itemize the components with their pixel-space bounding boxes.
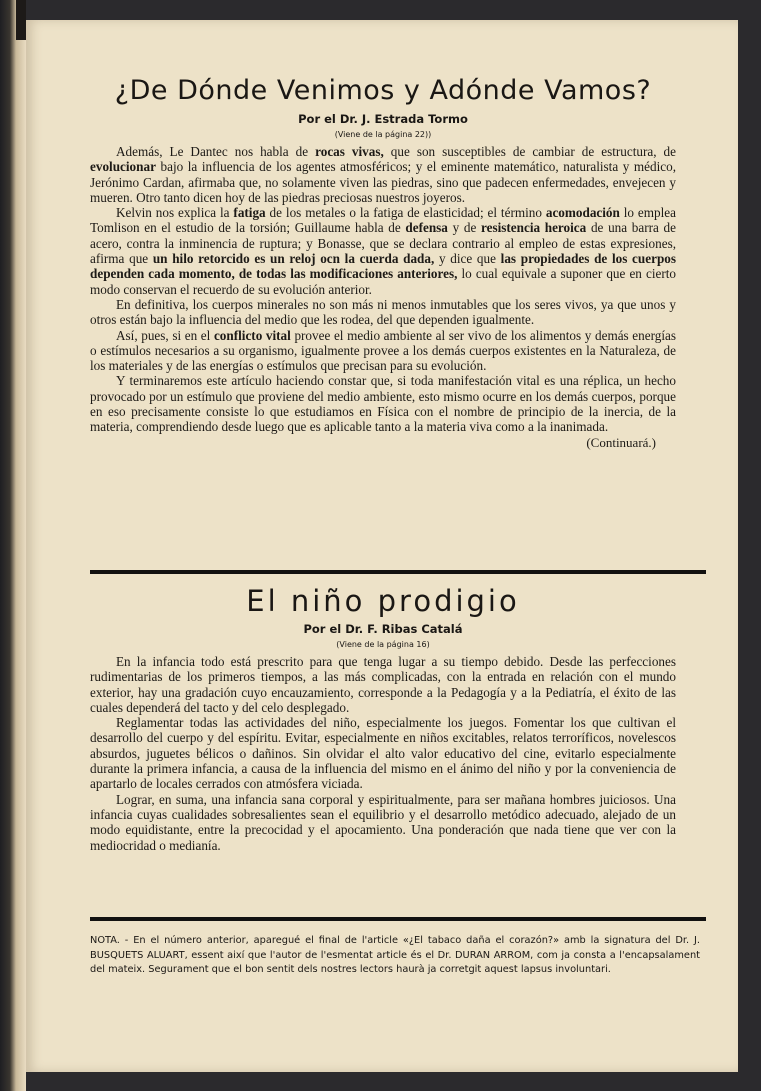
- text-run: Y terminaremos este artículo haciendo constar que, si toda manifestación vital es una réplica, un hecho provocado por un estímulo que proviene del medio ambiente, esto mismo ocurre en los demás cuerpos, porque en eso precisamente consiste lo que estudiamos en Física con el nombre de principio de la inercia, de la materia, comprendiendo desde luego que es aplicable tanto a la materia viva como a la inanimada.: [90, 373, 676, 435]
- text-run: Reglamentar todas las actividades del niño, especialmente los juegos. Fomentar los que cultivan el desarrollo del cuerpo y del espíritu. Evitar, especialmente en niños excitables, relatos terroríficos, novelescos absurdos, juguetes bélicos o dañinos. Sin olvidar el alto valor educativo del cine, evitarlo especialmente durante la primera infancia, a causa de la influencia del mismo en el ánimo del niño y por la conveniencia de apartarlo de locales cerrados con atmósfera viciada.: [90, 715, 676, 792]
- bold-phrase: evolucionar: [90, 159, 156, 175]
- bold-phrase: acomodación: [545, 205, 620, 221]
- article-1: [90, 72, 676, 451]
- text-run: provee el medio ambiente al ser vivo de los alimentos y demás energías o estímulos necesarios a su organismo, igualmente provee a los demás cuerpos existentes en la Naturaleza, de los materiales y de las energías o estímulos que precisan para su evolución.: [90, 327, 677, 374]
- article-2-title: El niño prodigio: [246, 584, 520, 618]
- paragraph: [90, 792, 676, 853]
- text-run: En definitiva, los cuerpos minerales no son más ni menos inmutables que los seres vivos, ya que unos y otros están bajo la influencia del medio que les rodea, del que dependen igualmente.: [90, 296, 676, 328]
- text-run: que son susceptibles de cambiar de estructura, de: [383, 144, 676, 159]
- bold-phrase: conflicto vital: [213, 327, 291, 343]
- bold-phrase: defensa: [405, 220, 448, 236]
- text-run: lo emplea Tomlison en el estudio de la torsión; Guillaume habla de: [90, 205, 676, 236]
- article-1-body: [90, 144, 676, 435]
- text-run: y dice que: [434, 251, 501, 267]
- paragraph: [90, 715, 676, 791]
- magazine-page: [26, 20, 738, 1072]
- article-1-author: Por el Dr. J. Estrada Tormo: [298, 112, 468, 126]
- article-2-source-note: (Viene de la página 16): [336, 640, 430, 649]
- article-2-author: Por el Dr. F. Ribas Catalá: [303, 622, 463, 636]
- binding-mark: [16, 0, 26, 40]
- continued-label: (Continuará.): [586, 434, 656, 450]
- article-2: [90, 582, 676, 853]
- text-run: Kelvin nos explica la: [116, 205, 234, 221]
- paragraph: [90, 205, 676, 297]
- text-run: Así, pues, si en el: [116, 327, 214, 343]
- text-run: y de: [447, 220, 481, 236]
- paragraph: [90, 297, 676, 328]
- section-divider: [90, 570, 706, 574]
- bold-phrase: fatiga: [233, 205, 266, 221]
- paragraph: [90, 373, 676, 434]
- bold-phrase: un hilo retorcido es un reloj ocn la cuerda dada,: [152, 251, 435, 267]
- footnote-divider: [90, 917, 706, 921]
- bold-phrase: resistencia heroica: [480, 220, 587, 236]
- text-run: Lograr, en suma, una infancia sana corporal y espiritualmente, para ser mañana hombres juiciosos. Una infancia cuyas cualidades sobresalientes sean el equilibrio y el desarrollo metódico adecuado, alejado de un modo equidistante, entre la precocidad y el apocamiento. Una ponderación que nada tiene que ver con la mediocridad o medianía.: [90, 791, 676, 853]
- text-run: de los metales o la fatiga de elasticidad; el término: [265, 205, 546, 221]
- bold-phrase: las propiedades de los cuerpos dependen cada momento, de todas las modificaciones anteriores,: [90, 251, 676, 282]
- text-run: En la infancia todo está prescrito para que tenga lugar a su tiempo debido. Desde las perfecciones rudimentarias de los primeros tiempos, a las más complicadas, con la entrada en relación con el mundo exterior, hay una gradación cuyo encauzamiento, corresponde a la Pedagogía y a la Pediatría, el éxito de las cuales dependerá del tacto y del celo desplegado.: [90, 654, 676, 715]
- text-run: lo cual equivale a suponer que en cierto modo conservan el recuerdo de su evolución anterior.: [90, 266, 676, 297]
- text-run: de una barra de acero, contra la inminencia de ruptura; y Bonasse, que se declara contrario al empleo de estas expresiones, afirma que: [90, 220, 676, 267]
- footnote: NOTA. - En el número anterior, aparegué el final de l'article «¿El tabaco daña el corazón?» amb la signatura del Dr. J. BUSQUETS ALUART, essent així que l'autor de l'esmentat article és el Dr. DURAN ARROM, com ja consta a l'encapsalament del mateix. Segurament que el bon sentit dels nostres lectors haurà ja corretgit aquest lapsus involuntari.: [90, 935, 700, 975]
- article-1-source-note: (Viene de la página 22)): [334, 130, 432, 139]
- text-run: Además, Le Dantec nos habla de: [116, 144, 316, 159]
- book-gutter: [0, 0, 26, 1091]
- bold-phrase: rocas vivas,: [315, 144, 384, 159]
- article-1-title: ¿De Dónde Venimos y Adónde Vamos?: [114, 75, 652, 106]
- paragraph: [90, 144, 676, 205]
- paragraph: [90, 654, 676, 715]
- article-2-body: [90, 654, 676, 853]
- text-run: bajo la influencia de los agentes atmosféricos; y el eminente matemático, naturalista y médico, Jerónimo Cardan, afirmaba que, no solamente viven las piedras, sino que padecen enfermedades, envejecen y mueren. Otro tanto dicen hoy de las piedras preciosas nuestros joyeros.: [90, 159, 676, 205]
- paragraph: [90, 328, 676, 374]
